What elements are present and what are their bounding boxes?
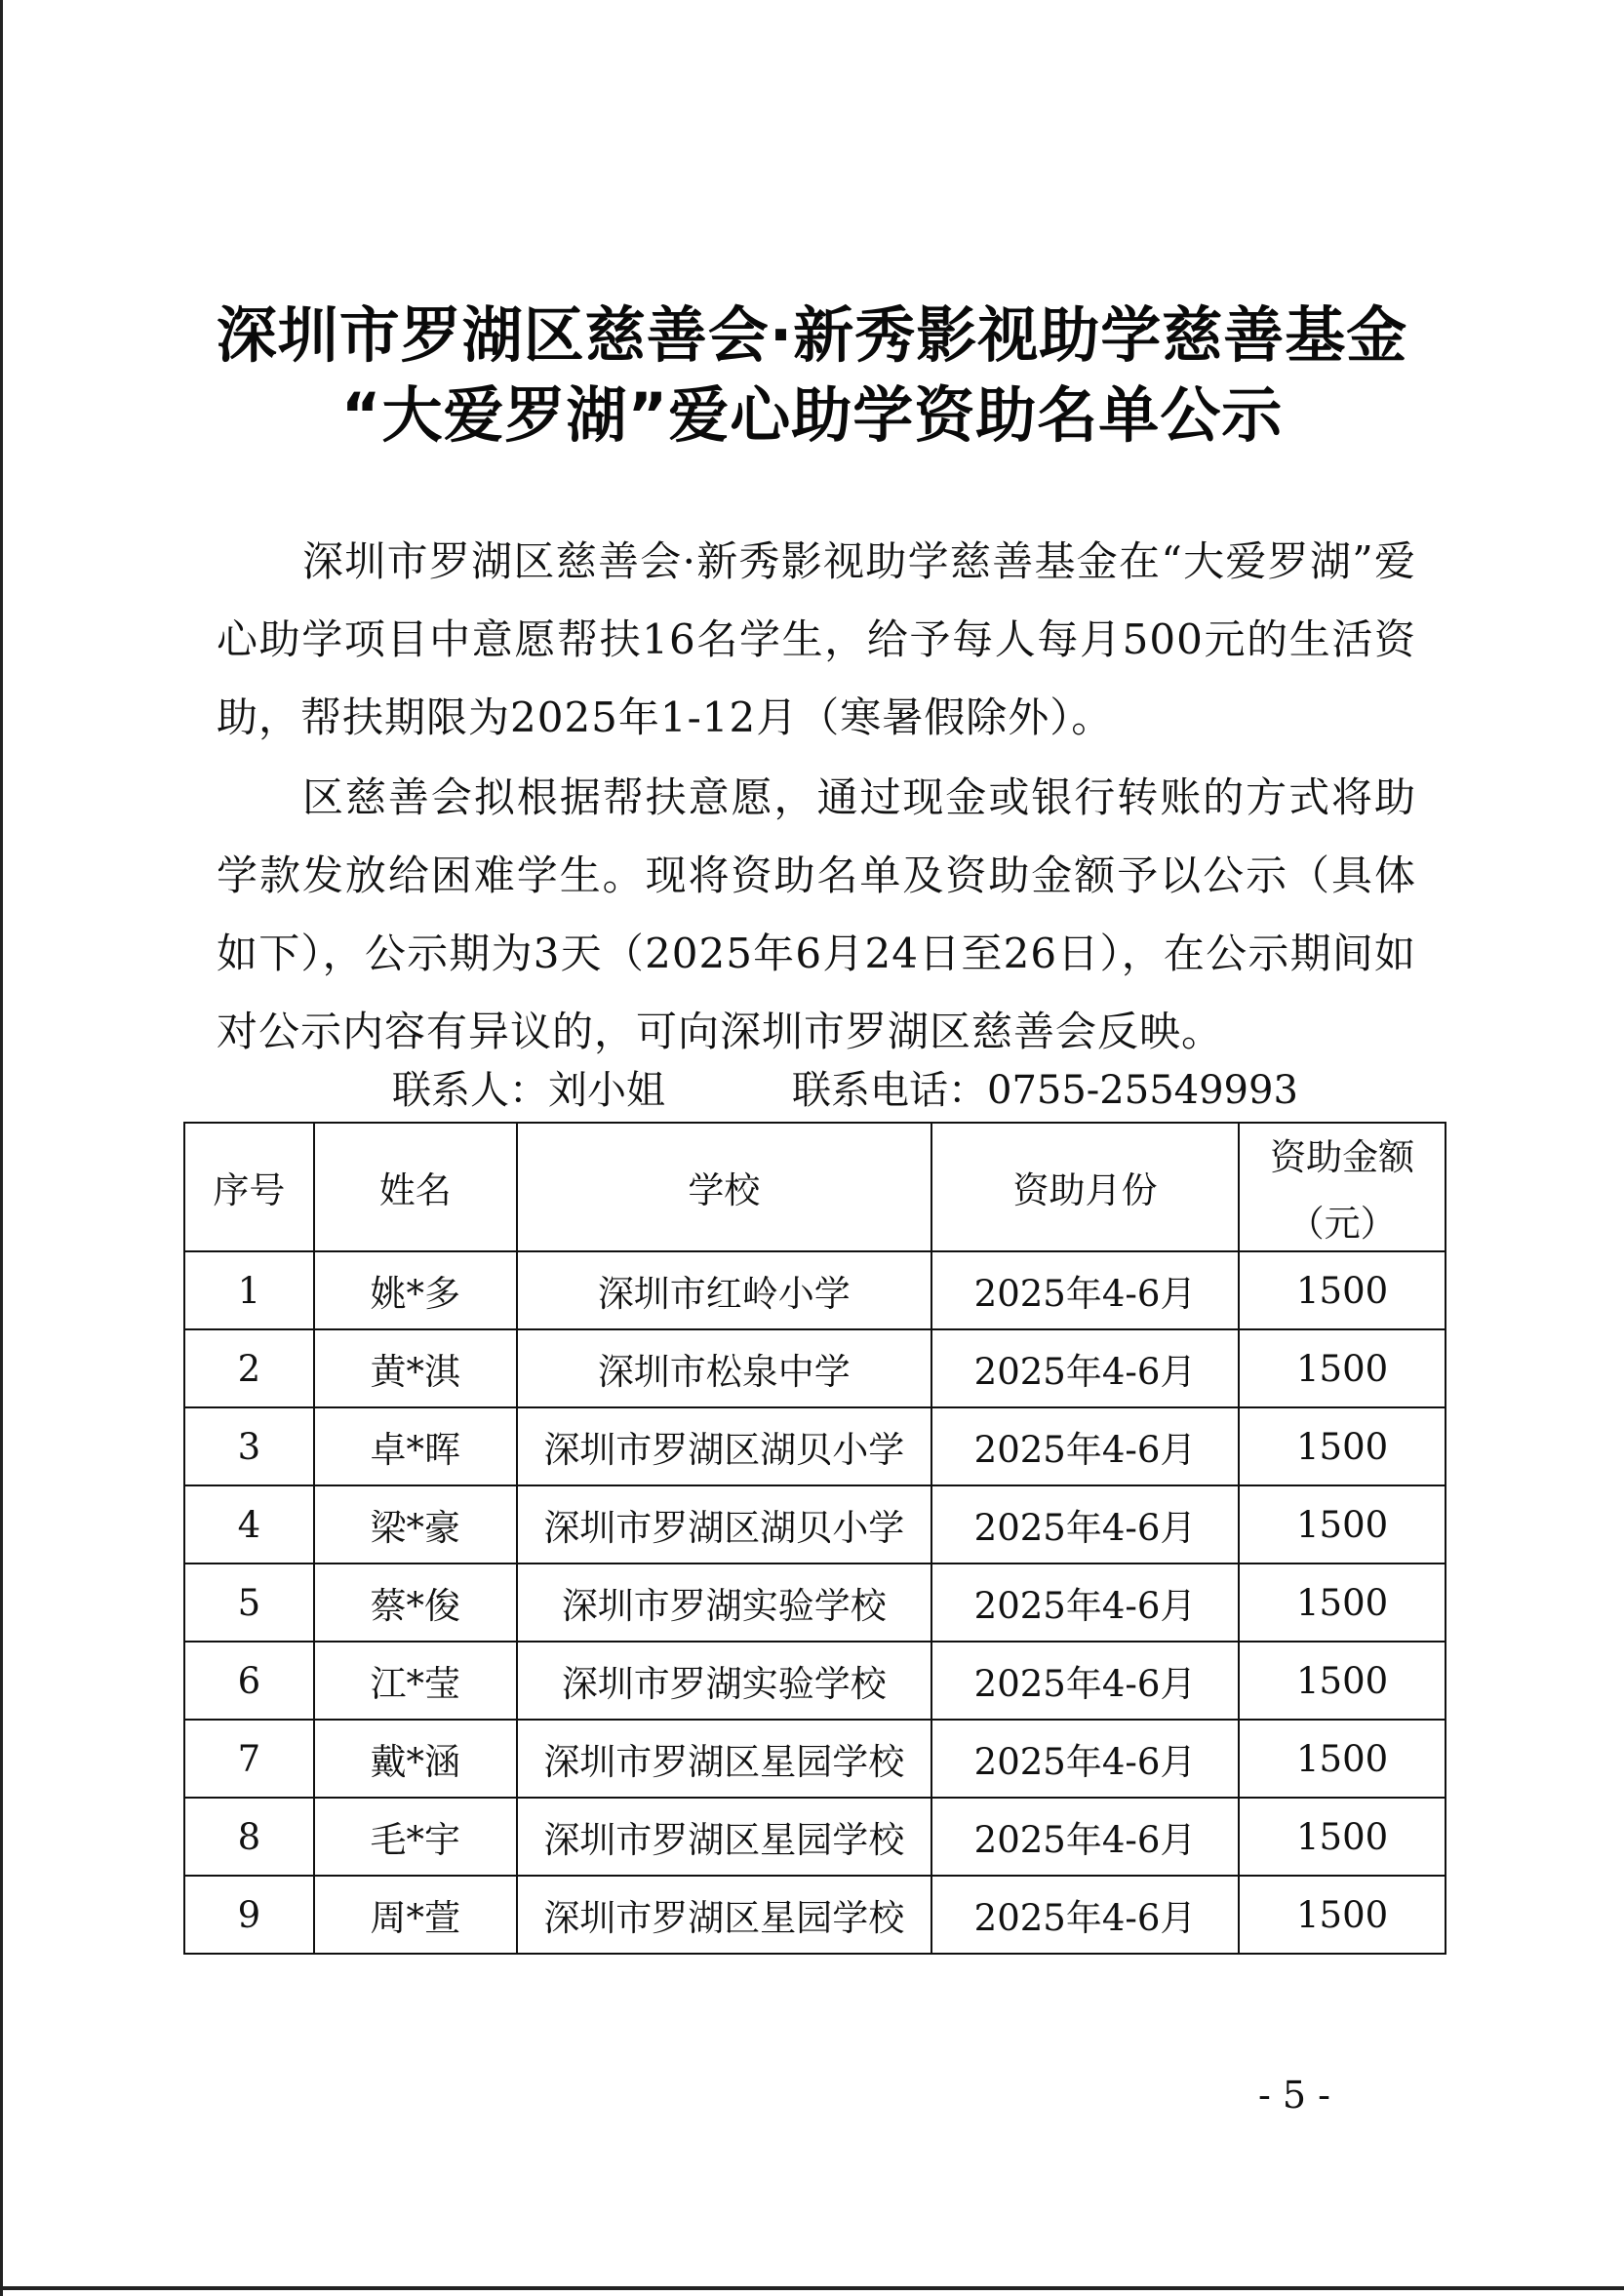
cell-amount: 1500: [1239, 1876, 1446, 1954]
cell-amount: 1500: [1239, 1251, 1446, 1329]
table-row: [184, 1329, 1446, 1407]
cell-school: 深圳市罗湖实验学校: [517, 1564, 931, 1642]
header-amount-unit: （元）: [1287, 1203, 1397, 1245]
table-row: [184, 1485, 1446, 1564]
cell-school: 深圳市罗湖区湖贝小学: [517, 1485, 931, 1564]
cell-school: 深圳市松泉中学: [517, 1329, 931, 1407]
cell-month: 2025年4-6月: [931, 1720, 1239, 1798]
table-body: [184, 1251, 1446, 1954]
document-title-line-2: “大爱罗湖”爱心助学资助名单公示: [340, 379, 1284, 451]
cell-amount: 1500: [1239, 1407, 1446, 1485]
header-school: 学校: [517, 1123, 931, 1251]
cell-no: 2: [184, 1329, 314, 1407]
table-row: [184, 1564, 1446, 1642]
cell-name: 江*莹: [314, 1642, 517, 1720]
notice-paragraph: 区慈善会拟根据帮扶意愿，通过现金或银行转账的方式将助学款发放给困难学生。现将资助名单及资助金额予以公示（具体如下），公示期为3天（2025年6月24日至26日），在公示期间如对公示内容有异议的，可向深圳市罗湖区慈善会反映。: [217, 773, 1416, 1055]
cell-month: 2025年4-6月: [931, 1485, 1239, 1564]
cell-name: 周*萱: [314, 1876, 517, 1954]
cell-no: 3: [184, 1407, 314, 1485]
cell-name: 卓*晖: [314, 1407, 517, 1485]
cell-school: 深圳市红岭小学: [517, 1251, 931, 1329]
cell-month: 2025年4-6月: [931, 1564, 1239, 1642]
header-name: 姓名: [314, 1123, 517, 1251]
cell-no: 4: [184, 1485, 314, 1564]
intro-paragraph: 深圳市罗湖区慈善会·新秀影视助学慈善基金在“大爱罗湖”爱心助学项目中意愿帮扶16名学生，给予每人每月500元的生活资助，帮扶期限为2025年1-12月（寒暑假除外）。: [217, 537, 1416, 741]
cell-amount: 1500: [1239, 1485, 1446, 1564]
cell-amount: 1500: [1239, 1720, 1446, 1798]
header-amount-label: 资助金额: [1270, 1136, 1415, 1178]
cell-month: 2025年4-6月: [931, 1876, 1239, 1954]
contact-person: 联系人：刘小姐: [392, 1068, 665, 1113]
cell-month: 2025年4-6月: [931, 1798, 1239, 1876]
cell-school: 深圳市罗湖区星园学校: [517, 1798, 931, 1876]
header-no: 序号: [184, 1123, 314, 1251]
header-amount: [1239, 1123, 1446, 1251]
cell-amount: 1500: [1239, 1329, 1446, 1407]
funding-list-table: [183, 1122, 1446, 1955]
cell-school: 深圳市罗湖实验学校: [517, 1642, 931, 1720]
cell-amount: 1500: [1239, 1642, 1446, 1720]
cell-name: 戴*涵: [314, 1720, 517, 1798]
cell-month: 2025年4-6月: [931, 1251, 1239, 1329]
cell-month: 2025年4-6月: [931, 1642, 1239, 1720]
cell-name: 姚*多: [314, 1251, 517, 1329]
cell-no: 5: [184, 1564, 314, 1642]
scan-edge-bottom: [0, 2286, 1624, 2290]
header-month: 资助月份: [931, 1123, 1239, 1251]
cell-amount: 1500: [1239, 1798, 1446, 1876]
cell-school: 深圳市罗湖区星园学校: [517, 1876, 931, 1954]
cell-school: 深圳市罗湖区湖贝小学: [517, 1407, 931, 1485]
contact-line: [392, 1059, 1298, 1115]
contact-phone: 联系电话：0755-25549993: [792, 1068, 1298, 1113]
table-row: [184, 1642, 1446, 1720]
cell-name: 黄*淇: [314, 1329, 517, 1407]
cell-school: 深圳市罗湖区星园学校: [517, 1720, 931, 1798]
cell-no: 9: [184, 1876, 314, 1954]
table-row: [184, 1251, 1446, 1329]
document-title-line-1: 深圳市罗湖区慈善会·新秀影视助学慈善基金: [216, 299, 1408, 371]
table-row: [184, 1876, 1446, 1954]
table-row: [184, 1407, 1446, 1485]
cell-month: 2025年4-6月: [931, 1407, 1239, 1485]
cell-no: 1: [184, 1251, 314, 1329]
cell-amount: 1500: [1239, 1564, 1446, 1642]
cell-no: 7: [184, 1720, 314, 1798]
cell-month: 2025年4-6月: [931, 1329, 1239, 1407]
table-header-row: [184, 1123, 1446, 1251]
page-number: - 5 -: [1258, 2074, 1331, 2117]
cell-name: 毛*宇: [314, 1798, 517, 1876]
table-row: [184, 1798, 1446, 1876]
cell-name: 梁*豪: [314, 1485, 517, 1564]
table-row: [184, 1720, 1446, 1798]
cell-no: 6: [184, 1642, 314, 1720]
cell-no: 8: [184, 1798, 314, 1876]
cell-name: 蔡*俊: [314, 1564, 517, 1642]
